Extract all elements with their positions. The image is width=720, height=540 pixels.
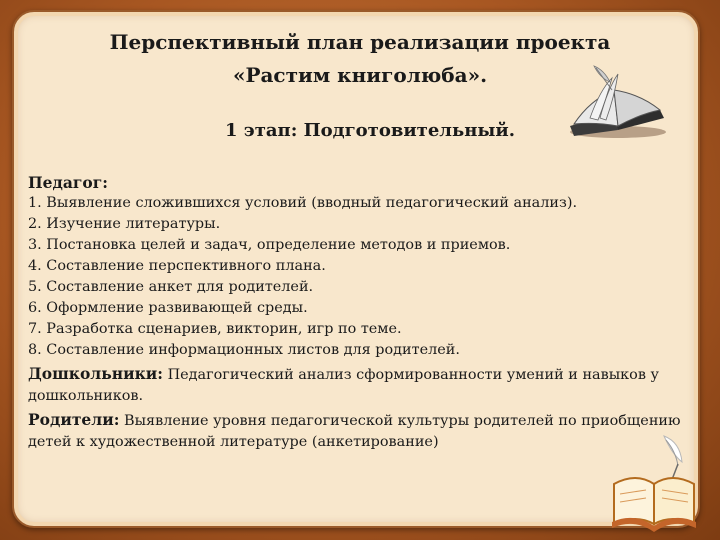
teacher-item: 1. Выявление сложившихся условий (вводный педагогический анализ).: [28, 195, 578, 211]
parents-paragraph: [28, 409, 696, 453]
teacher-item: 6. Оформление развивающей среды.: [28, 300, 308, 316]
teacher-item: 5. Составление анкет для родителей.: [28, 279, 314, 295]
slide-body: [28, 172, 696, 453]
teacher-item: 7. Разработка сценариев, викторин, игр по теме.: [28, 321, 402, 337]
slide-title-line2: «Растим книголюба».: [232, 63, 488, 87]
stage-heading: 1 этап: Подготовительный.: [224, 120, 516, 141]
parents-text: Выявление уровня педагогической культуры родителей по приобщению детей к художественной литературе (анкетирование): [28, 413, 681, 450]
teacher-item: 2. Изучение литературы.: [28, 216, 221, 232]
slide-title-line1: Перспективный план реализации проекта: [109, 30, 611, 54]
open-book-quill-icon: [560, 60, 670, 140]
book-quill-icon: [606, 432, 702, 532]
teacher-item: 8. Составление информационных листов для родителей.: [28, 342, 460, 358]
parents-label: Родители:: [28, 410, 120, 429]
teacher-item: 4. Составление перспективного плана.: [28, 258, 326, 274]
teacher-item: 3. Постановка целей и задач, определение методов и приемов.: [28, 237, 511, 253]
preschoolers-text: Педагогический анализ сформированности умений и навыков у дошкольников.: [28, 367, 659, 404]
preschoolers-label: Дошкольники:: [28, 364, 164, 383]
preschoolers-paragraph: [28, 363, 696, 407]
teacher-heading: Педагог:: [28, 173, 108, 192]
